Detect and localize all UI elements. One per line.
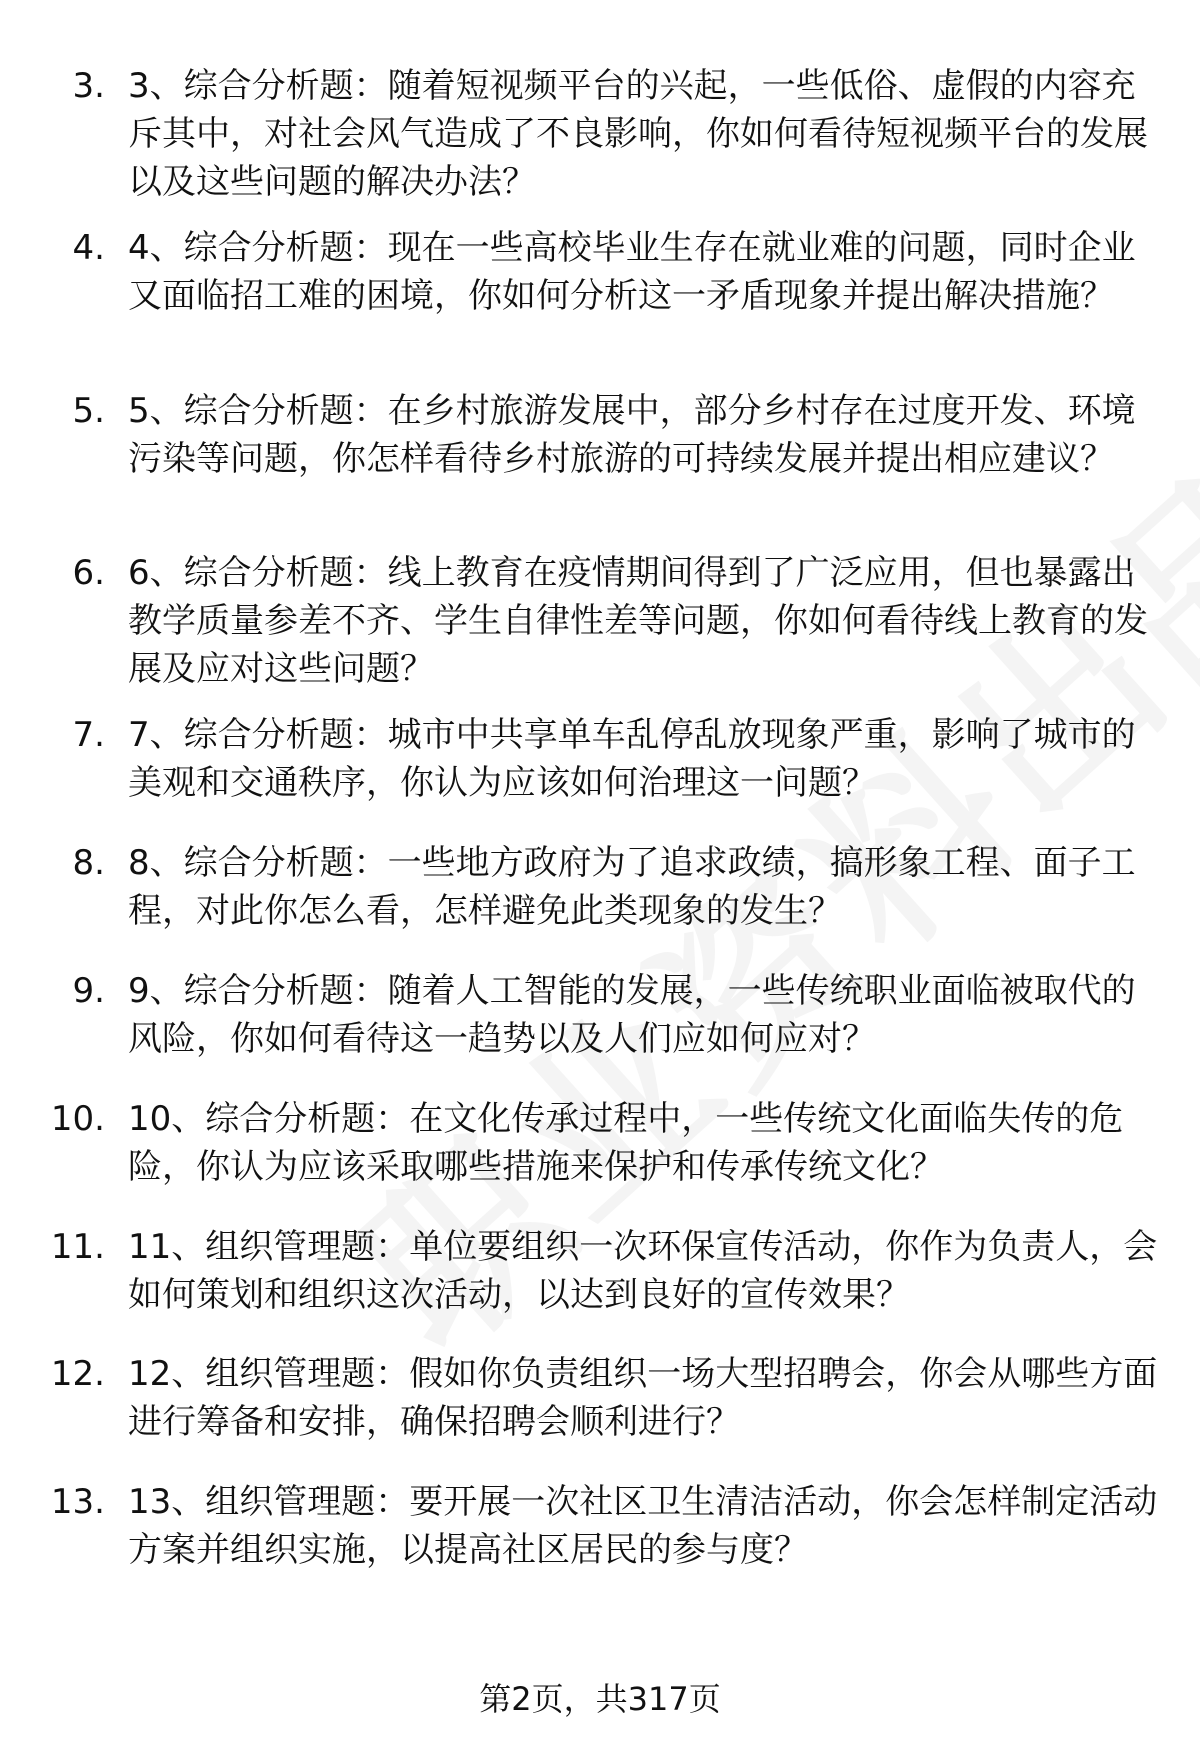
question-text: 10、综合分析题：在文化传承过程中，一些传统文化面临失传的危险，你认为应该采取哪些措施来保护和传承传统文化？ (128, 1099, 1124, 1187)
question-item (0, 387, 1200, 532)
question-text: 6、综合分析题：线上教育在疫情期间得到了广泛应用，但也暴露出教学质量参差不齐、学生自律性差等问题，你如何看待线上教育的发展及应对这些问题？ (128, 553, 1148, 689)
question-text: 12、组织管理题：假如你负责组织一场大型招聘会，你会从哪些方面进行筹备和安排，确保招聘会顺利进行？ (128, 1354, 1158, 1442)
question-number: 13. (50, 1482, 105, 1522)
question-text: 11、组织管理题：单位要组织一次环保宣传活动，你作为负责人，会如何策划和组织这次活动，以达到良好的宣传效果？ (128, 1227, 1158, 1315)
question-number: 7. (72, 715, 105, 755)
question-number: 12. (50, 1354, 105, 1394)
question-item (0, 1478, 1200, 1623)
question-number: 3. (72, 66, 105, 106)
question-item (0, 711, 1200, 856)
question-item (0, 62, 1200, 207)
question-text: 3、综合分析题：随着短视频平台的兴起，一些低俗、虚假的内容充斥其中，对社会风气造成了不良影响，你如何看待短视频平台的发展以及这些问题的解决办法？ (128, 66, 1148, 202)
question-text: 5、综合分析题：在乡村旅游发展中，部分乡村存在过度开发、环境污染等问题，你怎样看待乡村旅游的可持续发展并提出相应建议？ (128, 391, 1136, 479)
question-number: 4. (72, 228, 105, 268)
question-text: 7、综合分析题：城市中共享单车乱停乱放现象严重，影响了城市的美观和交通秩序，你认为应该如何治理这一问题？ (128, 715, 1136, 803)
question-number: 10. (50, 1099, 105, 1139)
question-text: 4、综合分析题：现在一些高校毕业生存在就业难的问题，同时企业又面临招工难的困境，你如何分析这一矛盾现象并提出解决措施？ (128, 228, 1136, 316)
question-number: 6. (72, 553, 105, 593)
question-item (0, 224, 1200, 369)
question-item (0, 549, 1200, 694)
question-item (0, 1095, 1200, 1240)
question-number: 11. (50, 1227, 105, 1267)
question-item (0, 1350, 1200, 1495)
question-number: 8. (72, 843, 105, 883)
question-text: 13、组织管理题：要开展一次社区卫生清洁活动，你会怎样制定活动方案并组织实施，以提高社区居民的参与度？ (128, 1482, 1158, 1570)
question-text: 9、综合分析题：随着人工智能的发展，一些传统职业面临被取代的风险，你如何看待这一趋势以及人们应如何应对？ (128, 971, 1136, 1059)
page-footer: 第2页，共317页 (479, 1680, 721, 1718)
question-text: 8、综合分析题：一些地方政府为了追求政绩，搞形象工程、面子工程，对此你怎么看，怎样避免此类现象的发生？ (128, 843, 1136, 931)
question-item (0, 1223, 1200, 1368)
question-number: 5. (72, 391, 105, 431)
question-number: 9. (72, 971, 105, 1011)
question-item (0, 967, 1200, 1112)
question-item (0, 839, 1200, 984)
